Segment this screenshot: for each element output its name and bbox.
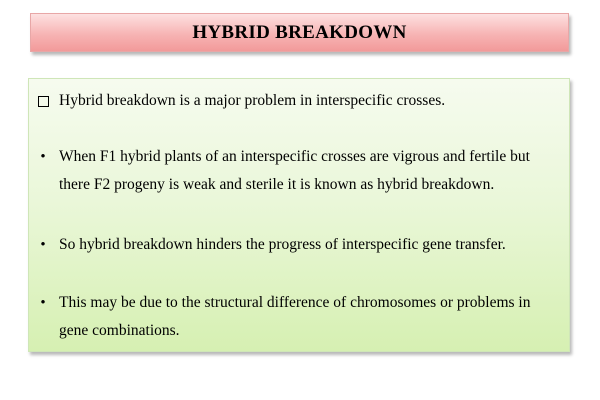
content-panel (28, 78, 570, 352)
title-banner (30, 13, 569, 52)
list-item-text: When F1 hybrid plants of an interspecific crosses are vigrous and fertile but there F2 progeny is weak and sterile it is known as hybrid breakdown. (59, 148, 530, 193)
slide-title: HYBRID BREAKDOWN (192, 21, 407, 43)
bullet-icon: • (40, 149, 46, 165)
bullet-icon: • (40, 237, 46, 253)
list-item-text: This may be due to the structural difference of chromosomes or problems in gene combinations. (59, 294, 531, 339)
list-item-text: So hybrid breakdown hinders the progress of interspecific gene transfer. (59, 236, 506, 253)
bullet-icon: • (40, 295, 46, 311)
list-item-text: Hybrid breakdown is a major problem in interspecific crosses. (59, 92, 446, 109)
checkbox-bullet-icon (35, 87, 51, 117)
